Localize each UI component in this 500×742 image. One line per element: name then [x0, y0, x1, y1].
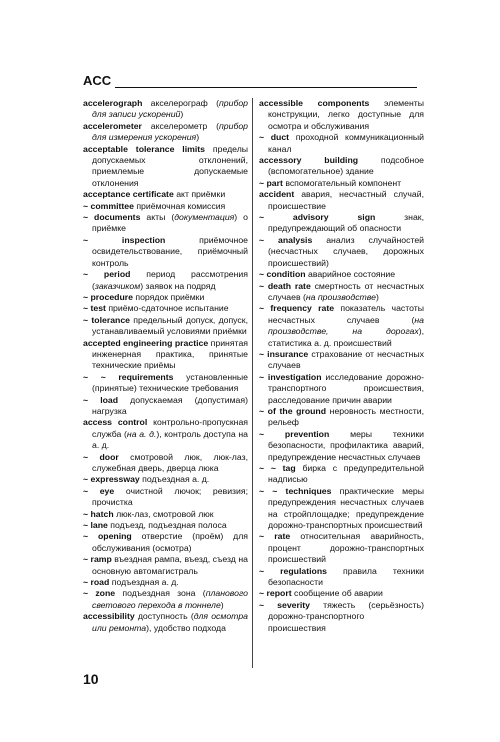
- entry-gloss: анализ случайностей (несчастных случаев, дорожных происшествий): [268, 234, 425, 268]
- entry-gloss: страхование от несчастных случаев: [268, 348, 425, 371]
- header-rule: [115, 87, 417, 88]
- entry-headword: ~ tolerance: [83, 314, 130, 325]
- entry-headword: ~ opening: [83, 531, 132, 542]
- entry-headword: ~ death rate: [259, 280, 311, 291]
- dictionary-entry: [83, 394, 248, 418]
- dictionary-entry: [83, 371, 248, 395]
- entry-gloss: знак, предупреждающий об опасности: [268, 212, 424, 234]
- entry-headword: ~ advisory sign: [259, 212, 376, 223]
- entry-headword: ~ investigation: [259, 371, 322, 382]
- entry-gloss-italic: документация: [174, 212, 235, 223]
- entry-gloss: люк-лаз, смотровой люк: [113, 508, 214, 519]
- dictionary-entry: [259, 234, 425, 269]
- entry-gloss: ) заявок на подряд: [140, 280, 216, 291]
- entry-gloss: въездная рампа, въезд, съезд на основную автомагистраль: [92, 554, 248, 576]
- entry-gloss: смертность от несчастных случаев (: [268, 280, 424, 302]
- dictionary-entry: [83, 143, 249, 190]
- entry-gloss: относительная аварийность, процент дорожно-транспортных происшествий: [268, 531, 424, 565]
- entry-gloss: вспомогательный компонент: [282, 177, 402, 188]
- entry-headword: ~ load: [83, 394, 119, 405]
- entry-gloss: проходной коммуникационный канал: [268, 132, 424, 154]
- dictionary-entry: [259, 428, 424, 463]
- entry-headword: ~ expressway: [83, 474, 140, 485]
- entry-headword: ~ period: [83, 269, 131, 280]
- dictionary-entry: [259, 463, 424, 486]
- entry-gloss: период рассмотрения (: [92, 269, 248, 291]
- entry-headword: ~ zone: [83, 588, 116, 599]
- entry-gloss: подъезд, подъездная полоса: [107, 520, 227, 531]
- entry-headword: accelerograph: [83, 98, 143, 108]
- dictionary-entry: [259, 280, 424, 304]
- entry-gloss: сообщение об аварии: [291, 588, 383, 599]
- entry-gloss: ): [375, 291, 379, 302]
- entry-headword: accessible components: [259, 98, 370, 108]
- entry-gloss: бирка с предупредительной надписью: [268, 463, 424, 485]
- entry-headword: ~ severity: [259, 599, 311, 610]
- dictionary-entry: [83, 337, 248, 372]
- entry-gloss-italic: для осмотра или ремонта: [92, 611, 248, 633]
- entry-headword: ~ documents: [83, 212, 141, 223]
- dictionary-entry: [259, 155, 424, 178]
- dictionary-entry: [83, 554, 248, 577]
- dictionary-entry: [83, 417, 248, 451]
- entry-gloss-italic: на а. д.: [126, 428, 157, 439]
- entry-headword: ~ lane: [83, 520, 108, 531]
- entry-gloss: показатель частоты несчастных случаев (: [268, 303, 424, 325]
- entry-gloss: ): [196, 132, 200, 143]
- entry-gloss: пределы допускаемых отклонений, приемлемые допускаемые отклонения: [92, 143, 249, 188]
- entry-headword: ~ test: [83, 303, 106, 314]
- dictionary-entry: [83, 577, 248, 588]
- dictionary-entry: [83, 303, 248, 314]
- dictionary-entry: [259, 98, 424, 132]
- entry-headword: accessibility: [83, 611, 135, 622]
- entry-gloss: акселерометр (: [141, 120, 219, 131]
- entry-gloss: установленные (принятые) технические требования: [92, 371, 248, 394]
- entry-gloss: подъездная а. д.: [139, 474, 210, 485]
- entry-headword: ~ frequency rate: [259, 303, 335, 314]
- entry-headword: ~ procedure: [83, 291, 133, 302]
- entry-gloss-italic: прибор для записи ускорений: [92, 98, 248, 120]
- entry-gloss: порядок приёмки: [132, 291, 205, 302]
- dictionary-entry: [259, 588, 424, 599]
- entry-gloss: подсобное (вспомогательное) здание: [268, 155, 424, 177]
- dictionary-entry: [83, 314, 248, 338]
- dictionary-entry: [259, 405, 424, 429]
- dictionary-entry: [259, 303, 424, 349]
- dictionary-entry: [83, 98, 248, 121]
- dictionary-entry: [83, 474, 248, 485]
- dictionary-entry: [83, 485, 249, 509]
- entry-headword: access control: [83, 417, 148, 428]
- running-head: ACC: [83, 73, 112, 88]
- dictionary-entry: [83, 508, 248, 520]
- entry-gloss: аварийное состояние: [305, 269, 396, 280]
- entry-gloss: акт приёмки: [173, 189, 226, 200]
- entry-gloss-italic: на производстве, на дорогах: [268, 314, 424, 337]
- entry-gloss: предельный допуск, допуск, устанавливаемый условиями приёмки: [92, 314, 248, 337]
- entry-headword: ~ ~ requirements: [83, 371, 174, 382]
- entry-headword: acceptance certificate: [83, 189, 174, 200]
- entry-gloss: принятая инженерная практика, принятые технические приёмы: [92, 337, 248, 371]
- dictionary-entry: [259, 132, 424, 155]
- entry-gloss: приёмочное освидетельствование, приёмочный контроль: [92, 234, 248, 268]
- dictionary-entry: [259, 212, 424, 235]
- entry-headword: ~ eye: [83, 485, 115, 496]
- dictionary-entry: [259, 485, 424, 532]
- entry-gloss: приёмочная комиссия: [133, 200, 226, 211]
- entry-headword: ~ rate: [259, 531, 291, 542]
- entry-headword: ~ hatch: [83, 508, 114, 519]
- entry-headword: ~ of the ground: [259, 405, 327, 416]
- dictionary-entry: [83, 531, 248, 554]
- entry-headword: accident: [259, 189, 295, 200]
- dictionary-entry: [83, 189, 248, 200]
- dictionary-entry: [259, 189, 424, 212]
- entry-headword: accepted engineering practice: [83, 337, 209, 348]
- dictionary-entry: [83, 212, 249, 235]
- dictionary-entry: [259, 348, 425, 372]
- entry-headword: ~ report: [259, 588, 292, 599]
- entry-gloss: доступность (: [134, 611, 194, 622]
- entry-gloss: ): [220, 599, 224, 610]
- entry-gloss-italic: заказчиком: [94, 280, 141, 291]
- entry-headword: accessory building: [259, 155, 359, 166]
- dictionary-entry: [259, 177, 424, 189]
- entry-gloss: акселерограф (: [142, 98, 219, 108]
- dictionary-entry: [83, 269, 248, 292]
- entry-gloss: акты (: [140, 212, 175, 223]
- entry-gloss: допускаемая (допустимая) нагрузка: [92, 394, 248, 416]
- entry-headword: ~ ~ tag: [259, 463, 296, 473]
- entry-gloss: ) о приёмке: [92, 212, 249, 234]
- column-divider: [252, 98, 253, 668]
- entry-gloss: подъездная а. д.: [109, 577, 179, 588]
- entry-headword: ~ road: [83, 577, 110, 588]
- dictionary-entry: [83, 234, 248, 269]
- entry-gloss: ), контроль доступа на а. д.: [92, 428, 248, 451]
- entry-gloss: неровность местности, рельеф: [268, 405, 424, 428]
- entry-gloss: контрольно-пропускная служба (: [92, 417, 248, 439]
- entry-gloss-italic: прибор для измерения ускорения: [92, 120, 248, 143]
- entry-headword: ~ door: [83, 451, 119, 462]
- dictionary-entry: [259, 269, 424, 280]
- right-column: [259, 98, 424, 634]
- entry-gloss: авария, несчастный случай, происшествие: [268, 189, 424, 211]
- dictionary-entry: [83, 611, 248, 634]
- entry-headword: ~ ~ techniques: [259, 485, 332, 496]
- left-column: [83, 98, 248, 634]
- entry-headword: accelerometer: [83, 120, 142, 131]
- entry-headword: ~ part: [259, 177, 283, 188]
- entry-gloss: тяжесть (серьёзность) дорожно-транспортного происшествия: [268, 599, 424, 633]
- entry-headword: ~ insurance: [259, 348, 309, 359]
- entry-headword: acceptable tolerance limits: [83, 143, 206, 154]
- entry-headword: ~ ramp: [83, 554, 112, 565]
- entry-headword: ~ duct: [259, 132, 290, 143]
- dictionary-entry: [259, 371, 424, 406]
- entry-gloss: практические меры предупреждения несчастных случаев на стройплощадке; предупреждение дорожно-транспортных происшествий: [268, 485, 424, 531]
- dictionary-entry: [83, 588, 249, 611]
- entry-gloss: подъездная зона (: [115, 588, 206, 599]
- dictionary-entry: [259, 565, 425, 589]
- entry-gloss: меры техники безопасности, профилактика аварий, предупреждение несчастных случаев: [268, 428, 424, 462]
- dictionary-entry: [83, 520, 248, 531]
- entry-gloss: ): [180, 109, 184, 120]
- dictionary-entry: [83, 120, 248, 144]
- entry-gloss: смотровой люк, люк-лаз, служебная дверь, дверца люка: [92, 451, 248, 473]
- entry-headword: ~ analysis: [259, 234, 313, 245]
- entry-gloss-italic: на производстве: [305, 291, 376, 302]
- entry-gloss: ), статистика а. д. происшествий: [268, 326, 424, 348]
- page-number: 10: [83, 671, 99, 687]
- entry-headword: ~ condition: [259, 269, 306, 280]
- dictionary-entry: [83, 451, 248, 475]
- entry-gloss: отверстие (проём) для обслуживания (осмотра): [92, 531, 248, 553]
- dictionary-entry: [259, 531, 424, 565]
- entry-gloss: ), удобство подхода: [146, 622, 226, 633]
- entry-gloss: приёмо-сдаточное испытание: [105, 303, 229, 314]
- dictionary-entry: [83, 291, 248, 303]
- entry-gloss: очистной лючок; ревизия; прочистка: [92, 485, 249, 508]
- dictionary-entry: [83, 200, 248, 212]
- entry-gloss: элементы конструкции, легко доступные для осмотра и обслуживания: [268, 98, 424, 131]
- entry-gloss: правила техники безопасности: [268, 565, 425, 588]
- entry-headword: ~ prevention: [259, 428, 330, 439]
- entry-gloss: исследование дорожно-транспортного происшествия, расследование причин аварии: [268, 371, 424, 405]
- dictionary-entry: [259, 599, 424, 634]
- entry-headword: ~ regulations: [259, 565, 327, 576]
- entry-gloss-italic: планового светового перехода в тоннеле: [92, 588, 249, 610]
- entry-headword: ~ inspection: [83, 234, 166, 245]
- entry-headword: ~ committee: [83, 200, 134, 211]
